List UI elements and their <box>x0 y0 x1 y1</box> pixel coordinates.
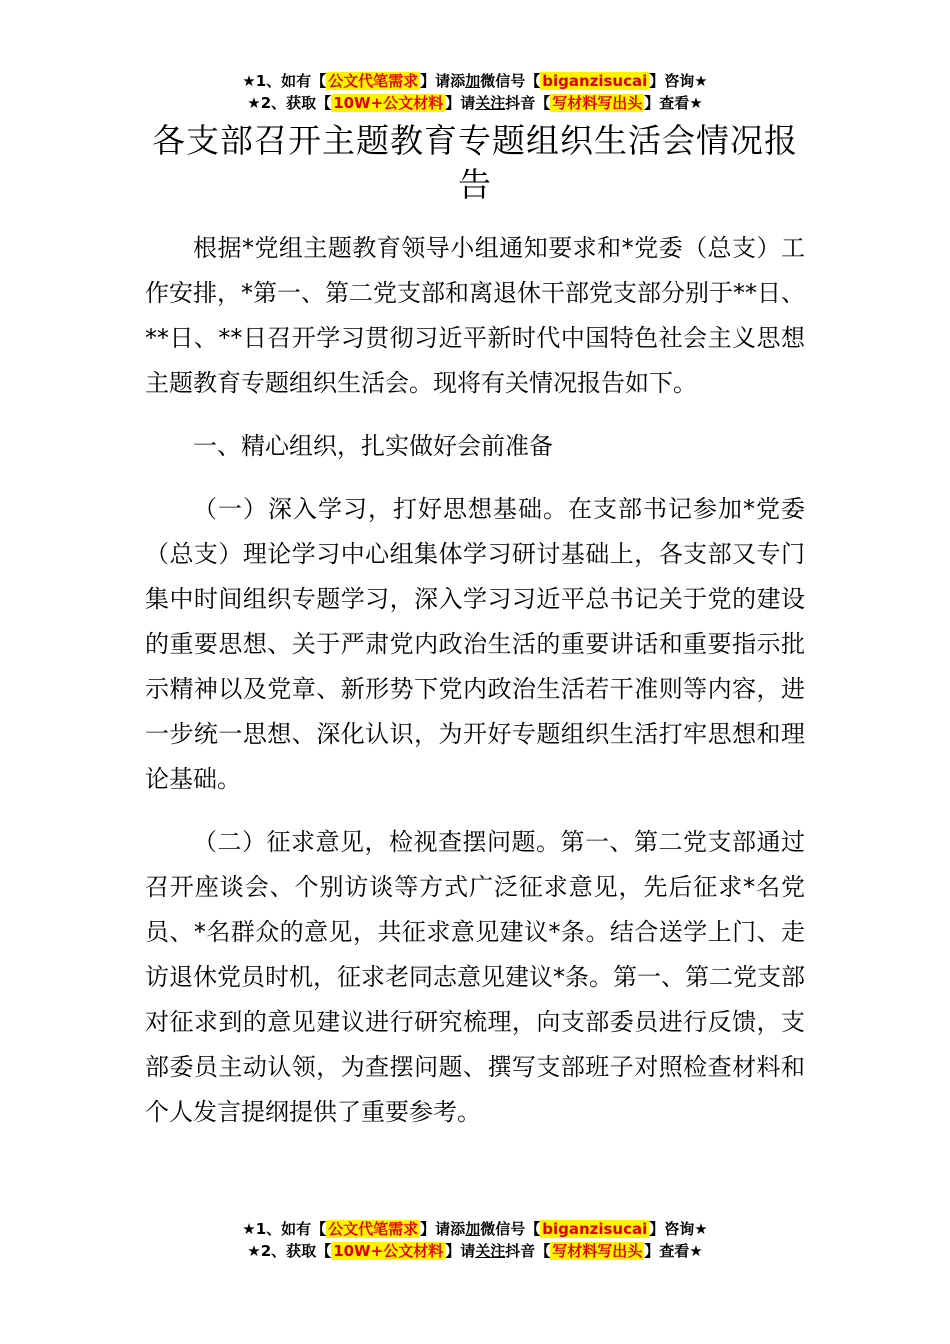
promo-highlight: 10W+公文材料 <box>333 1242 444 1260</box>
promo-highlight: 10W+公文材料 <box>333 94 444 112</box>
promo-text: 】查看★ <box>644 94 703 112</box>
paragraph-intro: 根据*党组主题教育领导小组通知要求和*党委（总支）工作安排，*第一、第二党支部和离退休干部党支部分别于**日、**日、**日召开学习贯彻习近平新时代中国特色社会主义思想主题教育专题组织生活会。现将有关情况报告如下。 <box>145 234 805 397</box>
promo-highlight: biganzisucai <box>542 1220 648 1238</box>
promo-text: 抖音【 <box>505 94 551 112</box>
promo-line-2 <box>0 92 950 114</box>
promo-text: ★2、获取【 <box>247 1242 332 1260</box>
promo-text: 抖音【 <box>505 1242 551 1260</box>
promo-text: 】请 <box>445 94 476 112</box>
promo-line-1 <box>0 1218 950 1240</box>
promo-highlight: biganzisucai <box>542 72 648 90</box>
promo-text: 】请添 <box>420 1220 466 1238</box>
promo-line-2 <box>0 1240 950 1262</box>
promo-underline: 关注 <box>475 94 506 112</box>
promo-line-1 <box>0 70 950 92</box>
promo-underline: 加 <box>465 1220 481 1238</box>
promo-text: 】请添 <box>420 72 466 90</box>
promo-highlight: 公文代笔需求 <box>328 72 419 90</box>
promo-text: ★1、如有【 <box>242 72 327 90</box>
promo-underline: 加 <box>465 72 481 90</box>
promo-text: 微信号【 <box>480 72 541 90</box>
section-heading: 一、精心组织，扎实做好会前准备 <box>193 432 553 460</box>
promo-text: 】查看★ <box>644 1242 703 1260</box>
promo-highlight: 公文代笔需求 <box>328 1220 419 1238</box>
promo-text: ★2、获取【 <box>247 94 332 112</box>
document-title: 各支部召开主题教育专题组织生活会情况报告 <box>152 121 798 204</box>
document-body <box>145 226 805 1135</box>
promo-banner-top <box>0 70 950 114</box>
promo-text: 】咨询★ <box>649 72 708 90</box>
promo-text: 】咨询★ <box>649 1220 708 1238</box>
promo-underline: 关注 <box>475 1242 506 1260</box>
promo-highlight: 写材料写出头 <box>552 94 643 112</box>
paragraph-subsection-1: （一）深入学习，打好思想基础。在支部书记参加*党委（总支）理论学习中心组集体学习研讨基础上，各支部又专门集中时间组织专题学习，深入学习习近平总书记关于党的建设的重要思想、关于严肃党内政治生活的重要讲话和重要指示批示精神以及党章、新形势下党内政治生活若干准则等内容，进一步统一思想、深化认识，为开好专题组织生活打牢思想和理论基础。 <box>145 495 805 793</box>
promo-banner-bottom <box>0 1218 950 1262</box>
promo-text: 微信号【 <box>480 1220 541 1238</box>
promo-highlight: 写材料写出头 <box>552 1242 643 1260</box>
promo-text: ★1、如有【 <box>242 1220 327 1238</box>
paragraph-subsection-2: （二）征求意见，检视查摆问题。第一、第二党支部通过召开座谈会、个别访谈等方式广泛征求意见，先后征求*名党员、*名群众的意见，共征求意见建议*条。结合送学上门、走访退休党员时机，征求老同志意见建议*条。第一、第二党支部对征求到的意见建议进行研究梳理，向支部委员进行反馈，支部委员主动认领，为查摆问题、撰写支部班子对照检查材料和个人发言提纲提供了重要参考。 <box>145 828 805 1126</box>
promo-text: 】请 <box>445 1242 476 1260</box>
